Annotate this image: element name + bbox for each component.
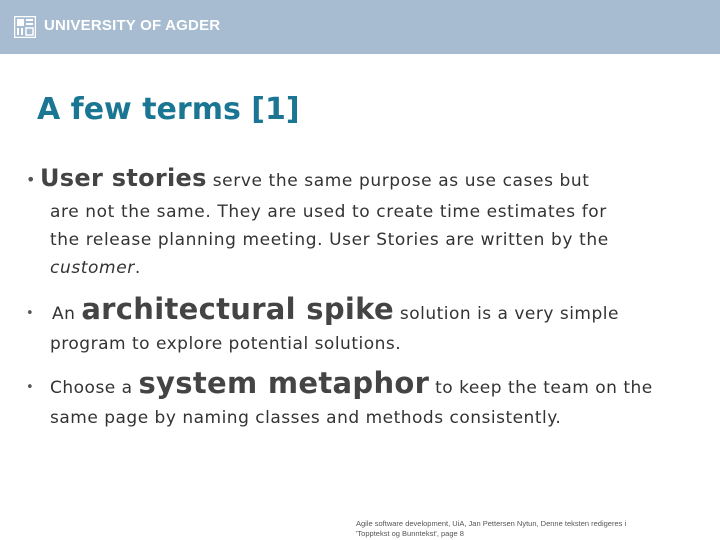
bullet-text: An	[52, 304, 82, 324]
bullet-line	[52, 292, 619, 326]
header-bar	[0, 0, 720, 54]
bullet-dot: •	[26, 170, 36, 189]
slide-footer	[356, 519, 696, 539]
bullet-text: solution is a very simple	[393, 304, 619, 324]
university-name: UNIVERSITY OF AGDER	[44, 17, 221, 34]
bullet-line: program to explore potential solutions.	[50, 334, 402, 354]
slide-title: A few terms [1]	[37, 92, 300, 127]
bullet-dot: •	[26, 306, 34, 321]
bullet-line	[50, 258, 141, 278]
term-user-stories: User stories	[40, 164, 207, 192]
footer-line: 'Topptekst og Bunntekst', page 8	[356, 529, 464, 538]
bullet-line	[40, 164, 590, 192]
uia-logo-icon	[14, 16, 36, 38]
bullet-text: to keep the team on the	[429, 378, 653, 398]
term-architectural-spike: architectural spike	[81, 292, 394, 326]
bullet-dot: •	[26, 380, 34, 395]
bullet-line	[50, 366, 653, 400]
bullet-text: serve the same purpose as use cases but	[206, 171, 590, 191]
italic-customer: customer	[50, 258, 135, 278]
bullet-line: same page by naming classes and methods consistently.	[50, 408, 562, 428]
bullet-line: are not the same. They are used to create time estimates for	[50, 202, 607, 222]
bullet-line: the release planning meeting. User Stories are written by the	[50, 230, 609, 250]
bullet-text: Choose a	[50, 378, 139, 398]
footer-line: Agile software development, UiA, Jan Pettersen Nytun, Denne teksten redigeres i	[356, 519, 627, 528]
term-system-metaphor: system metaphor	[138, 366, 430, 400]
bullet-text: .	[134, 258, 141, 278]
